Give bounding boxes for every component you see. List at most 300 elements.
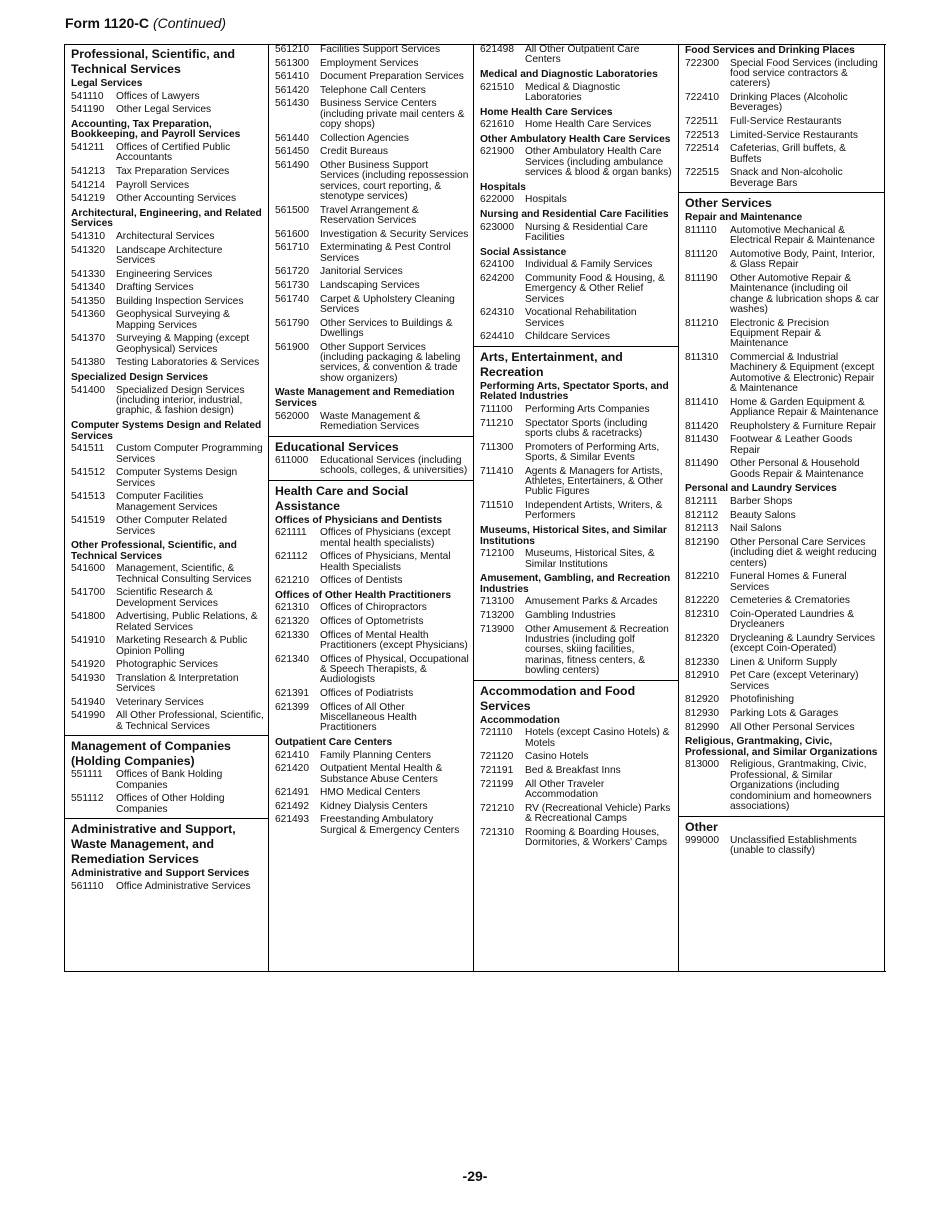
naics-entry xyxy=(269,343,473,385)
naics-description: HMO Medical Centers xyxy=(320,787,421,799)
naics-description: Independent Artists, Writers, & Performers xyxy=(525,499,663,522)
naics-code: 561300 xyxy=(275,57,309,69)
naics-description: Offices of Physicians (except mental health specialists) xyxy=(320,527,451,549)
naics-code: 622000 xyxy=(480,194,514,206)
naics-description: Offices of Optometrists xyxy=(320,615,424,627)
naics-description: Translation & Interpretation Services xyxy=(116,672,239,695)
naics-entry xyxy=(269,230,473,240)
naics-description: Hotels (except Casino Hotels) & Motels xyxy=(525,727,670,749)
naics-code: 551111 xyxy=(71,769,103,781)
naics-code: 721120 xyxy=(480,751,514,763)
naics-entry xyxy=(679,274,884,316)
naics-description: Other Support Services (including packaging & labeling services, & convention & trade show organizers) xyxy=(320,341,461,384)
naics-entry xyxy=(269,45,473,55)
naics-description: Carpet & Upholstery Cleaning Services xyxy=(320,293,455,315)
naics-description: Promoters of Performing Arts, Sports, & Similar Events xyxy=(525,441,660,463)
naics-entry xyxy=(269,751,473,761)
naics-description: Computer Systems Design Services xyxy=(116,467,238,489)
naics-description: Offices of Physical, Occupational & Speech Therapists, & Audiologists xyxy=(320,653,469,686)
naics-entry xyxy=(679,319,884,350)
naics-code: 721199 xyxy=(480,778,514,790)
naics-entry xyxy=(65,770,268,791)
naics-description: Offices of Mental Health Practitioners (except Physicians) xyxy=(320,629,468,651)
naics-description: Specialized Design Services (including interior, industrial, graphic, & fashion design) xyxy=(116,384,245,417)
naics-code: 561900 xyxy=(275,341,309,353)
naics-code: 561500 xyxy=(275,204,309,216)
naics-code: 712100 xyxy=(480,548,514,560)
naics-description: Geophysical Surveying & Mapping Services xyxy=(116,309,230,331)
naics-code: 812190 xyxy=(685,536,719,548)
naics-entry xyxy=(65,468,268,489)
naics-entry xyxy=(679,671,884,692)
page-number: -29- xyxy=(462,1168,488,1184)
naics-entry xyxy=(269,576,473,586)
naics-code: 713200 xyxy=(480,609,514,621)
naics-code: 561450 xyxy=(275,146,309,158)
naics-entry xyxy=(269,788,473,798)
column-4 xyxy=(679,45,885,971)
naics-description: Telephone Call Centers xyxy=(320,84,426,96)
naics-entry xyxy=(474,611,678,621)
naics-description: Cafeterias, Grill buffets, & Buffets xyxy=(730,143,846,165)
naics-description: Bed & Breakfast Inns xyxy=(525,764,621,776)
naics-code: 722514 xyxy=(685,143,719,155)
naics-code: 812990 xyxy=(685,721,719,733)
naics-description: Offices of Bank Holding Companies xyxy=(116,769,223,791)
naics-entry xyxy=(269,72,473,82)
naics-code: 541330 xyxy=(71,268,105,280)
naics-entry xyxy=(679,398,884,419)
naics-code: 541519 xyxy=(71,515,105,527)
naics-entry xyxy=(679,459,884,480)
naics-code: 722300 xyxy=(685,57,719,69)
naics-description: Waste Management & Remediation Services xyxy=(320,410,421,432)
naics-entry xyxy=(269,147,473,157)
naics-code: 541211 xyxy=(71,141,105,153)
naics-entry xyxy=(269,243,473,264)
naics-entry xyxy=(474,274,678,305)
naics-code: 722515 xyxy=(685,167,719,179)
naics-code: 621492 xyxy=(275,800,309,812)
subsector-heading: Computer Systems Design and Related Services xyxy=(71,419,262,442)
naics-entry xyxy=(474,260,678,270)
subsector-heading: Architectural, Engineering, and Related Services xyxy=(71,207,262,230)
naics-entry xyxy=(269,456,473,477)
naics-code: 541400 xyxy=(71,384,105,396)
naics-entry xyxy=(474,195,678,205)
naics-description: Architectural Services xyxy=(116,230,215,242)
naics-entry xyxy=(679,497,884,507)
naics-description: Kidney Dialysis Centers xyxy=(320,800,428,812)
naics-code: 621112 xyxy=(275,551,308,563)
naics-description: Scientific Research & Development Services xyxy=(116,587,218,609)
naics-code: 621320 xyxy=(275,615,309,627)
subsector-heading: Waste Management and Remediation Services xyxy=(275,387,455,409)
naics-entry xyxy=(679,610,884,631)
naics-description: All Other Outpatient Care Centers xyxy=(525,44,640,66)
naics-description: Veterinary Services xyxy=(116,696,204,708)
naics-code: 561110 xyxy=(71,881,104,893)
naics-code: 623000 xyxy=(480,221,514,233)
naics-entry xyxy=(679,572,884,593)
naics-description: Testing Laboratories & Services xyxy=(116,357,260,369)
naics-entry xyxy=(269,99,473,130)
naics-code: 812113 xyxy=(685,523,719,535)
form-name: Form 1120-C xyxy=(65,15,150,31)
naics-entry xyxy=(474,120,678,130)
naics-entry xyxy=(65,698,268,708)
naics-code: 561440 xyxy=(275,132,309,144)
naics-code: 561420 xyxy=(275,84,309,96)
naics-code: 561410 xyxy=(275,71,309,83)
naics-description: Beauty Salons xyxy=(730,509,796,521)
naics-entry xyxy=(474,828,678,849)
naics-code: 541310 xyxy=(71,230,105,242)
naics-entry xyxy=(474,625,678,677)
naics-description: Credit Bureaus xyxy=(320,146,388,158)
naics-description: Offices of Dentists xyxy=(320,575,403,587)
naics-code: 624410 xyxy=(480,331,514,343)
naics-entry xyxy=(269,631,473,652)
continued-label: (Continued) xyxy=(152,15,227,31)
naics-entry xyxy=(679,435,884,456)
naics-entry xyxy=(679,538,884,569)
naics-description: Spectator Sports (including sports clubs & racetracks) xyxy=(525,417,648,439)
naics-code: 621510 xyxy=(480,81,514,93)
naics-code: 541990 xyxy=(71,710,105,722)
naics-entry xyxy=(679,422,884,432)
naics-code: 621420 xyxy=(275,763,309,775)
naics-code: 812111 xyxy=(685,496,718,507)
sector-heading: Other Services xyxy=(679,192,884,212)
naics-entry xyxy=(65,194,268,204)
subsector-heading: Religious, Grantmaking, Civic, Professional, and Similar Organizations xyxy=(685,736,878,758)
naics-description: Exterminating & Pest Control Services xyxy=(320,242,451,264)
naics-entry xyxy=(269,655,473,686)
naics-description: Management, Scientific, & Technical Consulting Services xyxy=(116,563,252,585)
naics-description: Other Accounting Services xyxy=(116,193,237,205)
naics-description: Rooming & Boarding Houses, Dormitories, & Workers' Camps xyxy=(525,826,668,848)
naics-entry xyxy=(269,412,473,433)
naics-code: 721310 xyxy=(480,826,514,838)
naics-description: Home & Garden Equipment & Appliance Repair & Maintenance xyxy=(730,396,879,419)
naics-description: Linen & Uniform Supply xyxy=(730,656,838,668)
naics-description: Other Amusement & Recreation Industries (including golf courses, skiing facilities, marinas, fitness centers, & bowling centers) xyxy=(525,623,669,677)
naics-description: Gambling Industries xyxy=(525,609,616,621)
naics-entry xyxy=(65,270,268,280)
naics-entry xyxy=(269,617,473,627)
naics-description: Commercial & Industrial Machinery & Equipment (except Automotive & Electronic) Repair & Maintenance xyxy=(730,352,875,395)
naics-description: Automotive Mechanical & Electrical Repair & Maintenance xyxy=(730,224,875,247)
naics-entry xyxy=(65,588,268,609)
sector-heading: Administrative and Support, Waste Management, and Remediation Services xyxy=(65,818,268,868)
naics-description: Offices of Chiropractors xyxy=(320,602,427,614)
naics-code: 812930 xyxy=(685,707,719,719)
naics-description: Hospitals xyxy=(525,194,567,206)
naics-entry xyxy=(474,83,678,104)
naics-code: 713100 xyxy=(480,596,514,608)
column-2 xyxy=(269,45,474,971)
naics-entry xyxy=(269,281,473,291)
naics-entry xyxy=(679,226,884,247)
naics-code: 711410 xyxy=(480,465,514,477)
naics-code: 721191 xyxy=(480,764,514,776)
naics-entry xyxy=(679,59,884,90)
naics-description: All Other Personal Services xyxy=(730,721,855,733)
naics-code: 812320 xyxy=(685,632,719,644)
naics-code: 811310 xyxy=(685,352,719,363)
naics-description: Other Personal Care Services (including diet & weight reducing centers) xyxy=(730,536,877,569)
naics-description: Unclassified Establishments (unable to classify) xyxy=(730,834,857,856)
naics-code: 812920 xyxy=(685,694,719,706)
sector-heading: Health Care and Social Assistance xyxy=(269,480,473,515)
naics-description: Advertising, Public Relations, & Related Services xyxy=(116,611,258,633)
naics-entry xyxy=(679,723,884,733)
naics-description: Religious, Grantmaking, Civic, Professional, & Similar Organizations (including condominium and homeowners associations) xyxy=(730,759,872,812)
naics-description: Footwear & Leather Goods Repair xyxy=(730,434,853,456)
naics-code: 541320 xyxy=(71,244,105,256)
naics-code: 711100 xyxy=(480,403,513,415)
naics-description: Cemeteries & Crematories xyxy=(730,595,851,607)
naics-description: Museums, Historical Sites, & Similar Institutions xyxy=(525,548,655,570)
naics-code: 541110 xyxy=(71,90,104,102)
naics-entry xyxy=(474,780,678,801)
subsector-heading: Offices of Other Health Practitioners xyxy=(275,589,452,601)
naics-description: Surveying & Mapping (except Geophysical) Services xyxy=(116,333,250,355)
naics-code: 541380 xyxy=(71,357,105,369)
naics-description: Photographic Services xyxy=(116,659,218,671)
sector-heading: Management of Companies (Holding Companies) xyxy=(65,735,268,770)
naics-entry xyxy=(679,117,884,127)
naics-code: 811190 xyxy=(685,272,718,284)
naics-description: Childcare Services xyxy=(525,331,610,343)
naics-entry xyxy=(65,310,268,331)
naics-code: 541340 xyxy=(71,282,105,294)
subsector-heading: Personal and Laundry Services xyxy=(685,483,837,495)
naics-code: 561490 xyxy=(275,159,309,171)
naics-entry xyxy=(65,794,268,815)
naics-code: 711510 xyxy=(480,499,514,511)
naics-entry xyxy=(269,703,473,734)
naics-description: Community Food & Housing, & Emergency & Other Relief Services xyxy=(525,272,665,305)
sector-heading: Other xyxy=(679,816,884,836)
naics-code: 561710 xyxy=(275,242,309,254)
naics-code: 541800 xyxy=(71,611,105,623)
naics-description: Funeral Homes & Funeral Services xyxy=(730,571,847,593)
naics-code: 561730 xyxy=(275,279,309,291)
naics-description: Nursing & Residential Care Facilities xyxy=(525,221,648,243)
naics-entry xyxy=(65,711,268,732)
naics-entry xyxy=(65,334,268,355)
subsector-heading: Outpatient Care Centers xyxy=(275,736,393,748)
naics-code: 621900 xyxy=(480,146,514,158)
naics-code: 611000 xyxy=(275,454,309,466)
naics-code: 621491 xyxy=(275,787,309,799)
naics-entry xyxy=(269,134,473,144)
naics-code: 811490 xyxy=(685,458,719,470)
naics-code: 812210 xyxy=(685,571,719,583)
naics-code: 624310 xyxy=(480,307,514,319)
form-title xyxy=(65,15,226,31)
naics-entry xyxy=(65,143,268,164)
naics-entry xyxy=(269,161,473,203)
naics-code: 561790 xyxy=(275,317,309,329)
naics-entry xyxy=(269,764,473,785)
naics-description: Other Services to Buildings & Dwellings xyxy=(320,317,453,339)
naics-description: Offices of Certified Public Accountants xyxy=(116,141,231,164)
naics-entry xyxy=(269,603,473,613)
naics-entry xyxy=(679,634,884,655)
naics-entry xyxy=(269,86,473,96)
naics-code: 562000 xyxy=(275,410,309,422)
naics-entry xyxy=(65,105,268,115)
naics-code: 624100 xyxy=(480,259,514,271)
naics-entry xyxy=(679,760,884,812)
naics-description: Landscape Architecture Services xyxy=(116,244,223,266)
naics-code: 561600 xyxy=(275,228,309,240)
sector-heading: Educational Services xyxy=(269,436,473,456)
naics-entry xyxy=(679,695,884,705)
subsector-heading: Social Assistance xyxy=(480,246,567,258)
naics-code: 541910 xyxy=(71,635,105,647)
naics-code: 711210 xyxy=(480,417,514,429)
naics-code: 561430 xyxy=(275,98,309,110)
sector-heading: Professional, Scientific, and Technical Services xyxy=(71,47,236,76)
naics-description: Educational Services (including schools, colleges, & universities) xyxy=(320,454,468,476)
naics-entry xyxy=(474,728,678,749)
subsector-heading: Specialized Design Services xyxy=(71,371,209,383)
naics-description: Office Administrative Services xyxy=(116,881,251,893)
naics-description: Janitorial Services xyxy=(320,266,403,278)
naics-description: Engineering Services xyxy=(116,268,213,280)
naics-description: Freestanding Ambulatory Surgical & Emergency Centers xyxy=(320,814,460,836)
naics-description: RV (Recreational Vehicle) Parks & Recreational Camps xyxy=(525,802,671,824)
naics-description: Vocational Rehabilitation Services xyxy=(525,307,637,329)
naics-entry xyxy=(65,246,268,267)
naics-description: Family Planning Centers xyxy=(320,749,431,761)
naics-entry xyxy=(65,297,268,307)
naics-entry xyxy=(474,45,678,66)
naics-code: 812330 xyxy=(685,656,719,668)
naics-entry xyxy=(65,516,268,537)
naics-entry xyxy=(474,467,678,498)
naics-code: 541213 xyxy=(71,165,105,177)
naics-entry xyxy=(269,528,473,549)
naics-code: 721110 xyxy=(480,727,513,739)
naics-description: Drinking Places (Alcoholic Beverages) xyxy=(730,92,848,114)
naics-description: All Other Traveler Accommodation xyxy=(525,778,605,800)
naics-description: Limited-Service Restaurants xyxy=(730,129,858,141)
naics-entry xyxy=(474,405,678,415)
naics-description: Drafting Services xyxy=(116,282,194,294)
naics-entry xyxy=(65,636,268,657)
naics-description: Other Computer Related Services xyxy=(116,515,227,537)
naics-entry xyxy=(679,658,884,668)
naics-code: 541513 xyxy=(71,491,105,503)
naics-code: 541219 xyxy=(71,193,105,205)
naics-entry xyxy=(679,250,884,271)
naics-description: Offices of Physicians, Mental Health Specialists xyxy=(320,551,451,573)
naics-code: 722513 xyxy=(685,129,719,141)
naics-code: 812310 xyxy=(685,608,719,620)
naics-description: Investigation & Security Services xyxy=(320,228,469,240)
naics-code: 722410 xyxy=(685,92,719,103)
subsector-heading: Repair and Maintenance xyxy=(685,212,803,224)
sector-heading: Accommodation and Food Services xyxy=(474,680,678,715)
naics-entry xyxy=(679,168,884,189)
naics-entry xyxy=(65,444,268,465)
naics-description: Other Personal & Household Goods Repair & Maintenance xyxy=(730,458,864,480)
subsector-heading: Performing Arts, Spectator Sports, and Related Industries xyxy=(480,380,669,403)
naics-description: Electronic & Precision Equipment Repair & Maintenance xyxy=(730,317,830,350)
naics-entry xyxy=(679,511,884,521)
naics-description: Agents & Managers for Artists, Athletes, Entertainers, & Other Public Figures xyxy=(525,465,664,498)
naics-code: 713900 xyxy=(480,623,514,635)
naics-code: 621410 xyxy=(275,749,309,761)
naics-entry xyxy=(474,419,678,440)
naics-code: 811430 xyxy=(685,434,719,446)
naics-code: 551112 xyxy=(71,793,104,805)
naics-description: Other Automotive Repair & Maintenance (including oil change & lubrication shops & car washes) xyxy=(730,272,879,315)
naics-entry xyxy=(65,492,268,513)
naics-code: 621498 xyxy=(480,44,514,55)
naics-entry xyxy=(474,766,678,776)
naics-code: 541940 xyxy=(71,696,105,708)
naics-description: Travel Arrangement & Reservation Services xyxy=(320,204,419,227)
naics-description: Offices of Lawyers xyxy=(116,90,200,102)
naics-description: Tax Preparation Services xyxy=(116,165,230,177)
naics-code: 541214 xyxy=(71,179,105,191)
naics-description: Other Legal Services xyxy=(116,104,212,116)
naics-code: 811210 xyxy=(685,317,719,329)
naics-description: Landscaping Services xyxy=(320,279,420,291)
naics-description: Amusement Parks & Arcades xyxy=(525,596,658,608)
naics-entry xyxy=(269,689,473,699)
naics-description: All Other Professional, Scientific, & Technical Services xyxy=(116,710,264,732)
naics-entry xyxy=(679,93,884,114)
naics-description: Performing Arts Companies xyxy=(525,403,650,415)
subsector-heading: Legal Services xyxy=(71,78,143,89)
naics-code: 811120 xyxy=(685,248,718,260)
naics-entry xyxy=(679,709,884,719)
naics-description: Nail Salons xyxy=(730,523,782,535)
naics-code: 541512 xyxy=(71,467,105,479)
naics-description: Offices of All Other Miscellaneous Health Practitioners xyxy=(320,701,417,734)
naics-description: Other Business Support Services (including repossession services, court reporting, & stenotype services) xyxy=(320,159,469,203)
naics-entry xyxy=(65,232,268,242)
naics-code: 541920 xyxy=(71,659,105,671)
naics-entry xyxy=(474,752,678,762)
naics-code: 721210 xyxy=(480,802,514,814)
naics-description: Other Ambulatory Health Care Services (including ambulance services & blood & organ banks) xyxy=(525,146,672,179)
naics-code: 621111 xyxy=(275,527,307,539)
naics-entry xyxy=(679,144,884,165)
naics-code: 621493 xyxy=(275,814,309,826)
naics-entry xyxy=(65,882,268,892)
naics-code: 541930 xyxy=(71,672,105,684)
naics-description: Individual & Family Services xyxy=(525,259,653,271)
naics-entry xyxy=(474,804,678,825)
naics-entry xyxy=(65,660,268,670)
naics-entry xyxy=(65,167,268,177)
naics-code: 812112 xyxy=(685,509,719,521)
naics-code: 624200 xyxy=(480,272,514,284)
naics-code: 621210 xyxy=(275,575,309,587)
naics-description: Building Inspection Services xyxy=(116,295,244,307)
naics-code: 621330 xyxy=(275,629,309,641)
naics-entry xyxy=(65,674,268,695)
naics-code: 621310 xyxy=(275,602,309,614)
